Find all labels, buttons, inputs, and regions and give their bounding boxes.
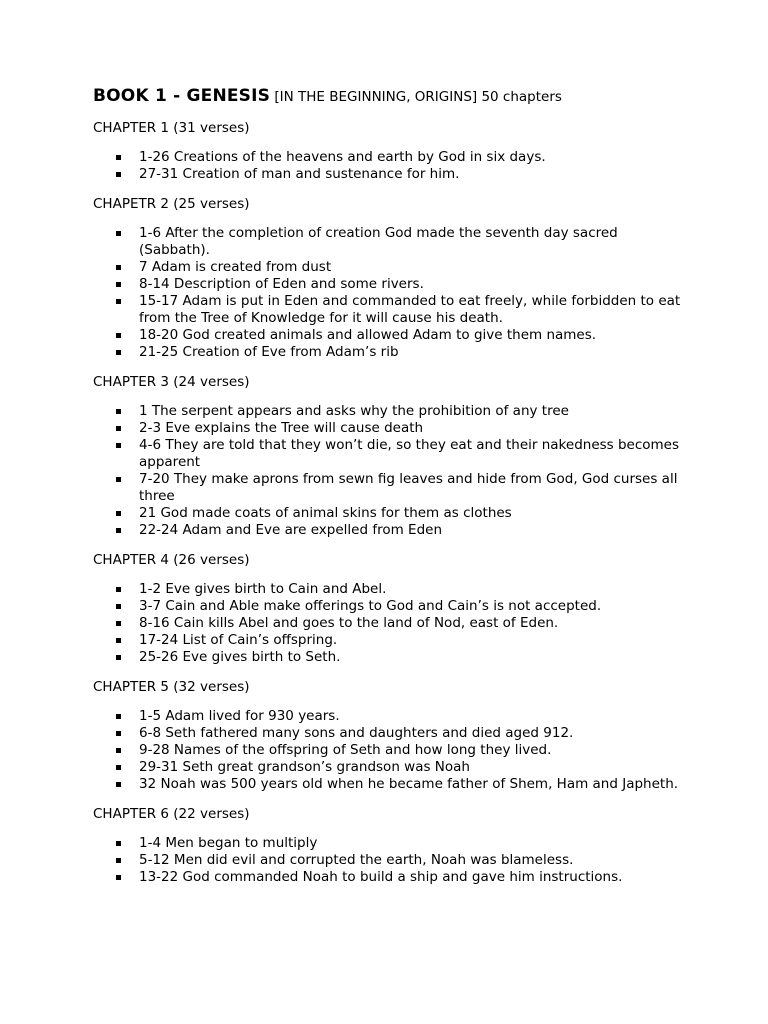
verse-list-item: 6-8 Seth fathered many sons and daughters and died aged 912. bbox=[93, 725, 683, 742]
verse-list-item: 7 Adam is created from dust bbox=[93, 259, 683, 276]
verse-list-item: 27-31 Creation of man and sustenance for him. bbox=[93, 166, 683, 183]
verse-list-item: 9-28 Names of the offspring of Seth and how long they lived. bbox=[93, 742, 683, 759]
verse-list bbox=[93, 835, 683, 886]
verse-list-item: 13-22 God commanded Noah to build a ship and gave him instructions. bbox=[93, 869, 683, 886]
verse-list-item: 8-16 Cain kills Abel and goes to the land of Nod, east of Eden. bbox=[93, 615, 683, 632]
verse-list-item: 17-24 List of Cain’s offspring. bbox=[93, 632, 683, 649]
verse-list-item: 15-17 Adam is put in Eden and commanded to eat freely, while forbidden to eat from the Tree of Knowledge for it will cause his death. bbox=[93, 293, 683, 327]
verse-list-item: 29-31 Seth great grandson’s grandson was Noah bbox=[93, 759, 683, 776]
verse-list-item: 5-12 Men did evil and corrupted the earth, Noah was blameless. bbox=[93, 852, 683, 869]
verse-list-item: 7-20 They make aprons from sewn fig leaves and hide from God, God curses all three bbox=[93, 471, 683, 505]
chapter-heading: CHAPTER 5 (32 verses) bbox=[93, 679, 250, 695]
verse-list-item: 21 God made coats of animal skins for them as clothes bbox=[93, 505, 683, 522]
verse-list-item: 18-20 God created animals and allowed Adam to give them names. bbox=[93, 327, 683, 344]
chapter-heading: CHAPETR 2 (25 verses) bbox=[93, 196, 250, 212]
verse-list-item: 32 Noah was 500 years old when he became father of Shem, Ham and Japheth. bbox=[93, 776, 683, 793]
verse-list-item: 8-14 Description of Eden and some rivers. bbox=[93, 276, 683, 293]
verse-list-item: 1-6 After the completion of creation God made the seventh day sacred (Sabbath). bbox=[93, 225, 683, 259]
chapter-section bbox=[93, 195, 683, 361]
chapter-section bbox=[93, 119, 683, 183]
verse-list-item: 2-3 Eve explains the Tree will cause death bbox=[93, 420, 683, 437]
verse-list-item: 3-7 Cain and Able make offerings to God and Cain’s is not accepted. bbox=[93, 598, 683, 615]
chapter-heading: CHAPTER 3 (24 verses) bbox=[93, 374, 250, 390]
document-title bbox=[93, 86, 683, 107]
verse-list bbox=[93, 149, 683, 183]
verse-list-item: 21-25 Creation of Eve from Adam’s rib bbox=[93, 344, 683, 361]
chapter-section bbox=[93, 373, 683, 539]
verse-list-item: 1-4 Men began to multiply bbox=[93, 835, 683, 852]
verse-list bbox=[93, 403, 683, 539]
verse-list-item: 1-5 Adam lived for 930 years. bbox=[93, 708, 683, 725]
verse-list-item: 25-26 Eve gives birth to Seth. bbox=[93, 649, 683, 666]
chapter-section bbox=[93, 551, 683, 666]
verse-list-item: 1 The serpent appears and asks why the prohibition of any tree bbox=[93, 403, 683, 420]
verse-list bbox=[93, 225, 683, 361]
verse-list-item: 1-2 Eve gives birth to Cain and Abel. bbox=[93, 581, 683, 598]
verse-list bbox=[93, 581, 683, 666]
chapter-section bbox=[93, 678, 683, 793]
chapter-list bbox=[93, 119, 683, 886]
book-title: BOOK 1 - GENESIS bbox=[93, 86, 271, 106]
chapter-heading: CHAPTER 4 (26 verses) bbox=[93, 552, 250, 568]
verse-list-item: 22-24 Adam and Eve are expelled from Eden bbox=[93, 522, 683, 539]
chapter-heading: CHAPTER 6 (22 verses) bbox=[93, 806, 250, 822]
verse-list bbox=[93, 708, 683, 793]
book-subtitle: [IN THE BEGINNING, ORIGINS] 50 chapters bbox=[270, 89, 562, 105]
document-page bbox=[93, 86, 683, 898]
verse-list-item: 4-6 They are told that they won’t die, so they eat and their nakedness becomes apparent bbox=[93, 437, 683, 471]
chapter-heading: CHAPTER 1 (31 verses) bbox=[93, 120, 250, 136]
chapter-section bbox=[93, 805, 683, 886]
verse-list-item: 1-26 Creations of the heavens and earth by God in six days. bbox=[93, 149, 683, 166]
